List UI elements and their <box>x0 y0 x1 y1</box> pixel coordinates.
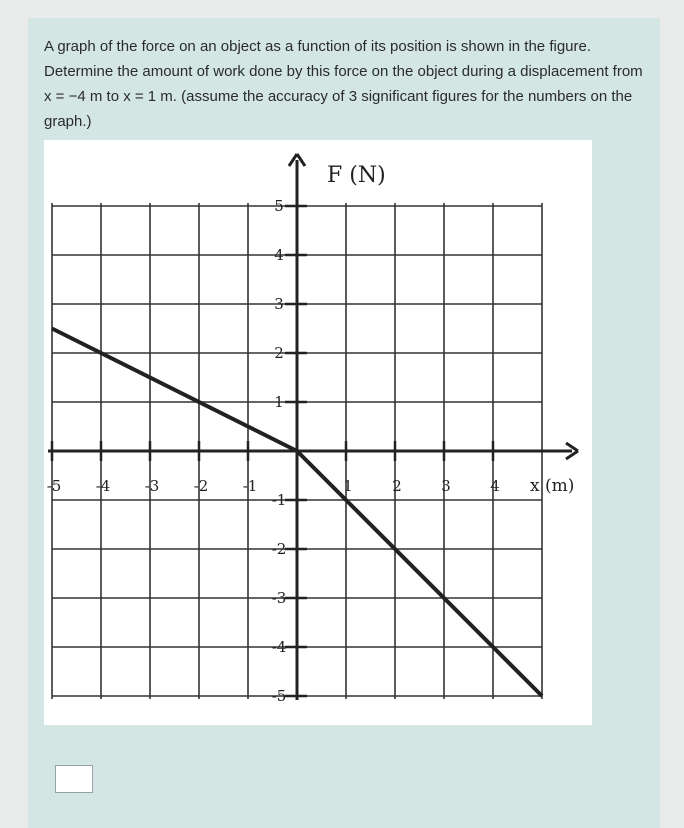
x-tick-label: 2 <box>392 477 402 495</box>
y-tick-label: -2 <box>271 540 287 558</box>
x-tick-label: -4 <box>95 477 111 495</box>
answer-input[interactable] <box>55 765 93 793</box>
chart-axes <box>48 154 578 700</box>
x-tick-label: 4 <box>490 477 500 495</box>
y-tick-label: 4 <box>274 246 284 264</box>
y-tick-label: -5 <box>271 687 287 705</box>
x-tick-label: -3 <box>144 477 160 495</box>
y-tick-label: 1 <box>274 393 284 411</box>
chart-labels <box>327 163 574 496</box>
x-tick-label: -5 <box>46 477 62 495</box>
y-tick-label: -1 <box>271 491 287 509</box>
x-axis-label: x (m) <box>530 476 575 496</box>
y-tick-label: 5 <box>274 197 284 215</box>
y-tick-label: -4 <box>271 638 287 656</box>
y-axis-label: F (N) <box>327 163 386 188</box>
force-position-chart <box>44 140 592 725</box>
question-text: A graph of the force on an object as a function of its position is shown in the figure. Determine the amount of work done by this force on the object during a displacement from x = −4 m to x = 1 m. (assume the accuracy of 3 significant figures for the numbers on the graph.) <box>44 38 643 130</box>
x-tick-label: 3 <box>441 477 451 495</box>
y-tick-label: 3 <box>274 295 284 313</box>
graph-panel <box>44 140 592 725</box>
y-tick-label: 2 <box>274 344 284 362</box>
x-tick-label: -1 <box>242 477 258 495</box>
x-tick-label: -2 <box>193 477 209 495</box>
x-tick-label: 1 <box>343 477 353 495</box>
y-tick-label: -3 <box>271 589 287 607</box>
